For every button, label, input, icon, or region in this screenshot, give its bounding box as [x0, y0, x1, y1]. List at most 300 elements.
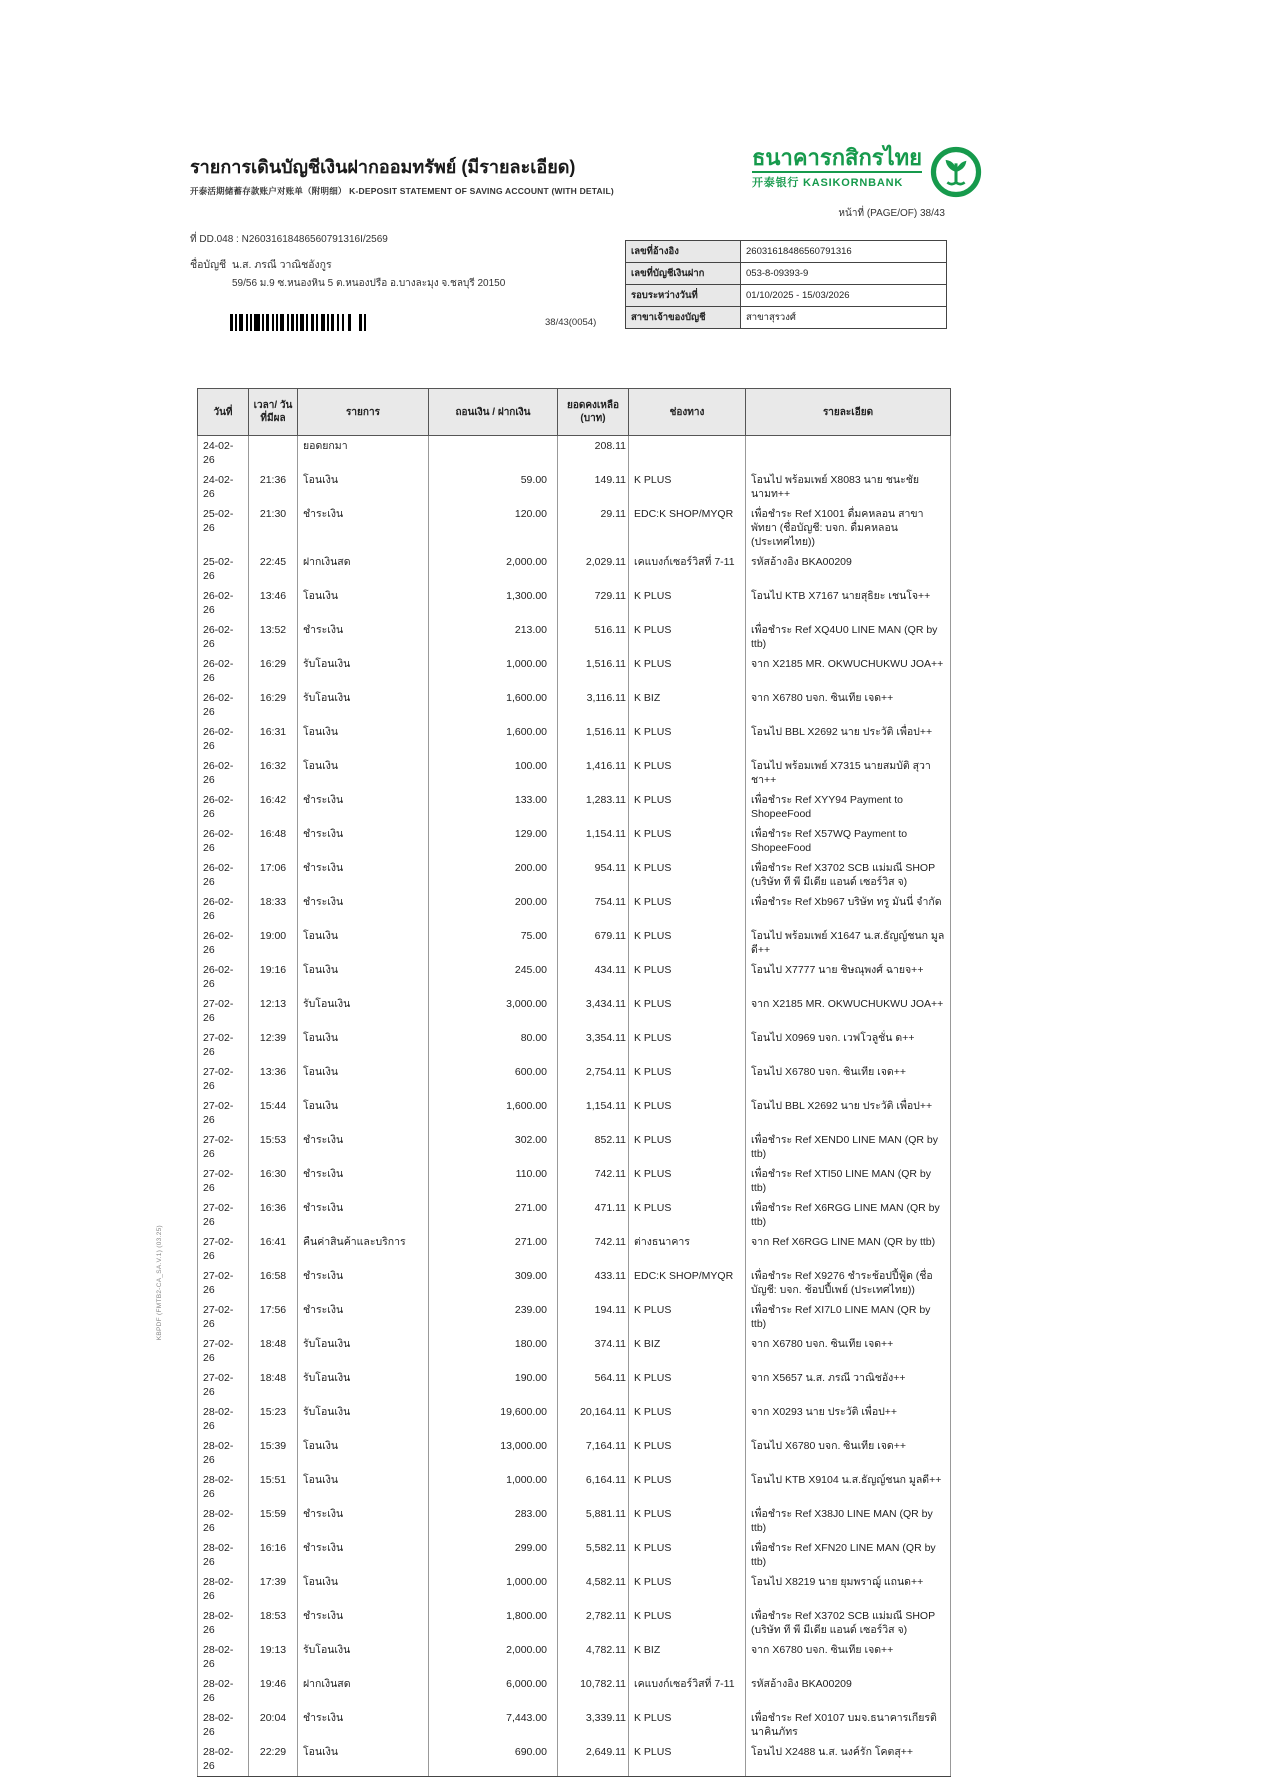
txn-amount: 190.00	[429, 1368, 558, 1402]
txn-channel: K PLUS	[629, 620, 746, 654]
txn-time: 20:04	[249, 1708, 298, 1742]
txn-detail: จาก Ref X6RGG LINE MAN (QR by ttb)	[746, 1232, 951, 1266]
txn-date: 26-02-26	[198, 756, 249, 790]
transaction-row	[198, 1164, 951, 1198]
transaction-row	[198, 1096, 951, 1130]
txn-item: ฝากเงินสด	[298, 552, 429, 586]
txn-time: 19:46	[249, 1674, 298, 1708]
txn-item: โอนเงิน	[298, 756, 429, 790]
txn-item: โอนเงิน	[298, 1062, 429, 1096]
txn-item: โอนเงิน	[298, 1436, 429, 1470]
txn-balance: 7,164.11	[558, 1436, 629, 1470]
txn-balance: 564.11	[558, 1368, 629, 1402]
transaction-row	[198, 824, 951, 858]
txn-item: โอนเงิน	[298, 1028, 429, 1062]
reference-info-table	[625, 240, 947, 329]
txn-time: 19:13	[249, 1640, 298, 1674]
txn-amount: 1,600.00	[429, 688, 558, 722]
txn-detail: จาก X2185 MR. OKWUCHUKWU JOA++	[746, 654, 951, 688]
txn-balance: 1,516.11	[558, 654, 629, 688]
txn-time: 16:41	[249, 1232, 298, 1266]
txn-item: โอนเงิน	[298, 586, 429, 620]
txn-channel: เคแบงก์เซอร์วิสที่ 7-11	[629, 552, 746, 586]
txn-item: โอนเงิน	[298, 1470, 429, 1504]
bank-name-thai: ธนาคารกสิกรไทย	[752, 145, 923, 170]
txn-balance: 1,516.11	[558, 722, 629, 756]
bank-name-english: 开泰银行 KASIKORNBANK	[752, 171, 922, 190]
txn-balance: 2,649.11	[558, 1742, 629, 1777]
txn-date: 27-02-26	[198, 1266, 249, 1300]
txn-date: 27-02-26	[198, 1300, 249, 1334]
txn-detail: เพื่อชำระ Ref X3702 SCB แม่มณี SHOP (บริษัท ที พี มีเดีย แอนด์ เซอร์วิส จ)	[746, 1606, 951, 1640]
txn-date: 25-02-26	[198, 552, 249, 586]
txn-amount: 19,600.00	[429, 1402, 558, 1436]
txn-date: 28-02-26	[198, 1572, 249, 1606]
txn-detail: จาก X6780 บจก. ซินเทีย เจด++	[746, 1334, 951, 1368]
col-header-amount: ถอนเงิน / ฝากเงิน	[429, 389, 558, 436]
txn-amount: 75.00	[429, 926, 558, 960]
txn-amount: 1,800.00	[429, 1606, 558, 1640]
txn-channel: K PLUS	[629, 960, 746, 994]
transaction-row	[198, 1742, 951, 1777]
txn-item: ชำระเงิน	[298, 1606, 429, 1640]
txn-balance: 29.11	[558, 504, 629, 552]
transaction-row	[198, 1198, 951, 1232]
txn-item: โอนเงิน	[298, 1742, 429, 1777]
txn-channel: EDC:K SHOP/MYQR	[629, 504, 746, 552]
transaction-row	[198, 1368, 951, 1402]
info-label: เลขที่อ้างอิง	[626, 241, 741, 263]
txn-date: 26-02-26	[198, 892, 249, 926]
txn-balance: 4,582.11	[558, 1572, 629, 1606]
txn-channel: K PLUS	[629, 1130, 746, 1164]
txn-detail: เพื่อชำระ Ref XFN20 LINE MAN (QR by ttb)	[746, 1538, 951, 1572]
txn-date: 24-02-26	[198, 470, 249, 504]
txn-channel: K PLUS	[629, 586, 746, 620]
txn-channel: K PLUS	[629, 1402, 746, 1436]
txn-item: ชำระเงิน	[298, 504, 429, 552]
txn-amount: 213.00	[429, 620, 558, 654]
txn-detail: จาก X2185 MR. OKWUCHUKWU JOA++	[746, 994, 951, 1028]
txn-item: โอนเงิน	[298, 926, 429, 960]
info-label: รอบระหว่างวันที่	[626, 285, 741, 307]
txn-channel: K PLUS	[629, 994, 746, 1028]
txn-channel: K PLUS	[629, 722, 746, 756]
bank-name-block	[752, 146, 922, 190]
txn-amount: 59.00	[429, 470, 558, 504]
txn-item: คืนค่าสินค้าและบริการ	[298, 1232, 429, 1266]
transaction-row	[198, 1640, 951, 1674]
txn-detail: โอนไป พร้อมเพย์ X8083 นาย ชนะชัย นามท++	[746, 470, 951, 504]
account-name: น.ส. ภรณี วาณิชอังกูร	[232, 259, 332, 271]
col-header-detail: รายละเอียด	[746, 389, 951, 436]
transaction-row	[198, 1266, 951, 1300]
txn-channel: K PLUS	[629, 1606, 746, 1640]
txn-balance: 754.11	[558, 892, 629, 926]
txn-date: 27-02-26	[198, 1062, 249, 1096]
reference-info-row	[626, 241, 947, 263]
txn-item: โอนเงิน	[298, 722, 429, 756]
txn-amount: 299.00	[429, 1538, 558, 1572]
txn-item: ชำระเงิน	[298, 1130, 429, 1164]
txn-date: 28-02-26	[198, 1708, 249, 1742]
txn-channel: K BIZ	[629, 688, 746, 722]
txn-channel: K PLUS	[629, 824, 746, 858]
txn-item: รับโอนเงิน	[298, 994, 429, 1028]
transaction-row	[198, 552, 951, 586]
txn-date: 27-02-26	[198, 994, 249, 1028]
transaction-row	[198, 504, 951, 552]
account-name-label: ชื่อบัญชี	[190, 259, 227, 271]
txn-time: 22:29	[249, 1742, 298, 1777]
txn-time: 15:39	[249, 1436, 298, 1470]
txn-channel: K PLUS	[629, 892, 746, 926]
txn-balance: 4,782.11	[558, 1640, 629, 1674]
txn-amount: 200.00	[429, 892, 558, 926]
txn-amount: 133.00	[429, 790, 558, 824]
info-value: 01/10/2025 - 15/03/2026	[741, 285, 947, 307]
txn-detail: โอนไป BBL X2692 นาย ประวัติ เพื่อป++	[746, 722, 951, 756]
transaction-row	[198, 926, 951, 960]
txn-detail: โอนไป X2488 น.ส. นงค์รัก โคตสุ++	[746, 1742, 951, 1777]
txn-balance: 742.11	[558, 1232, 629, 1266]
txn-detail: โอนไป BBL X2692 นาย ประวัติ เพื่อป++	[746, 1096, 951, 1130]
txn-amount: 7,443.00	[429, 1708, 558, 1742]
txn-detail: เพื่อชำระ Ref X0107 บมจ.ธนาคารเกียรตินาคินภัทร	[746, 1708, 951, 1742]
txn-amount: 271.00	[429, 1232, 558, 1266]
txn-amount: 690.00	[429, 1742, 558, 1777]
transaction-row	[198, 1504, 951, 1538]
transaction-row	[198, 1470, 951, 1504]
txn-detail: เพื่อชำระ Ref X57WQ Payment to ShopeeFood	[746, 824, 951, 858]
txn-detail: เพื่อชำระ Ref XYY94 Payment to ShopeeFood	[746, 790, 951, 824]
txn-detail: เพื่อชำระ Ref X6RGG LINE MAN (QR by ttb)	[746, 1198, 951, 1232]
txn-detail: โอนไป พร้อมเพย์ X1647 น.ส.ธัญญ์ชนก มูลดี++	[746, 926, 951, 960]
txn-amount: 120.00	[429, 504, 558, 552]
txn-balance: 729.11	[558, 586, 629, 620]
txn-time: 21:36	[249, 470, 298, 504]
txn-date: 28-02-26	[198, 1504, 249, 1538]
transaction-row	[198, 1402, 951, 1436]
transaction-row	[198, 1232, 951, 1266]
txn-item: รับโอนเงิน	[298, 1368, 429, 1402]
txn-detail: เพื่อชำระ Ref X1001 ดื่มคหลอน สาขา พัทยา (ชื่อบัญชี: บจก. ดื่มคหลอน (ประเทศไทย))	[746, 504, 951, 552]
txn-channel: K BIZ	[629, 1334, 746, 1368]
txn-item: ชำระเงิน	[298, 1708, 429, 1742]
txn-balance: 208.11	[558, 436, 629, 471]
txn-time: 18:33	[249, 892, 298, 926]
form-version-note: KBPDF (FMTB2-CA_SA.V.1) (03.25)	[156, 1225, 163, 1341]
txn-detail: รหัสอ้างอิง BKA00209	[746, 1674, 951, 1708]
txn-date: 28-02-26	[198, 1640, 249, 1674]
txn-channel: K PLUS	[629, 858, 746, 892]
reference-info-row	[626, 263, 947, 285]
txn-detail: โอนไป X0969 บจก. เวฟโวลูชั่น ด++	[746, 1028, 951, 1062]
txn-amount: 1,000.00	[429, 654, 558, 688]
transaction-row	[198, 470, 951, 504]
info-value: 053-8-09393-9	[741, 263, 947, 285]
txn-item: ชำระเงิน	[298, 1164, 429, 1198]
txn-item: รับโอนเงิน	[298, 688, 429, 722]
txn-time: 17:39	[249, 1572, 298, 1606]
txn-date: 26-02-26	[198, 620, 249, 654]
transactions-header	[198, 389, 951, 436]
txn-balance: 742.11	[558, 1164, 629, 1198]
transaction-row	[198, 654, 951, 688]
col-header-date: วันที่	[198, 389, 249, 436]
txn-item: ชำระเงิน	[298, 1300, 429, 1334]
txn-item: ยอดยกมา	[298, 436, 429, 471]
txn-detail: จาก X6780 บจก. ซินเทีย เจด++	[746, 1640, 951, 1674]
txn-detail: เพื่อชำระ Ref XEND0 LINE MAN (QR by ttb)	[746, 1130, 951, 1164]
txn-balance: 471.11	[558, 1198, 629, 1232]
txn-channel: K PLUS	[629, 1096, 746, 1130]
transaction-row	[198, 1130, 951, 1164]
info-label: สาขาเจ้าของบัญชี	[626, 307, 741, 329]
txn-amount: 239.00	[429, 1300, 558, 1334]
txn-balance: 5,582.11	[558, 1538, 629, 1572]
txn-time: 18:53	[249, 1606, 298, 1640]
txn-date: 28-02-26	[198, 1674, 249, 1708]
barcode-icon	[230, 314, 395, 331]
txn-detail: โอนไป KTB X9104 น.ส.ธัญญ์ชนก มูลดี++	[746, 1470, 951, 1504]
txn-time: 18:48	[249, 1334, 298, 1368]
txn-amount: 245.00	[429, 960, 558, 994]
transaction-row	[198, 1028, 951, 1062]
txn-channel: K PLUS	[629, 1198, 746, 1232]
txn-time: 16:29	[249, 688, 298, 722]
txn-detail: เพื่อชำระ Ref X9276 ชำระช้อปปี้ฟู้ด (ชื่อบัญชี: บจก. ช้อปปี้เพย์ (ประเทศไทย))	[746, 1266, 951, 1300]
txn-balance: 852.11	[558, 1130, 629, 1164]
txn-item: โอนเงิน	[298, 1572, 429, 1606]
txn-amount: 302.00	[429, 1130, 558, 1164]
txn-channel: ต่างธนาคาร	[629, 1232, 746, 1266]
txn-detail: จาก X6780 บจก. ซินเทีย เจด++	[746, 688, 951, 722]
txn-channel: K PLUS	[629, 1470, 746, 1504]
txn-amount: 200.00	[429, 858, 558, 892]
txn-amount: 1,000.00	[429, 1572, 558, 1606]
txn-balance: 194.11	[558, 1300, 629, 1334]
txn-time: 15:53	[249, 1130, 298, 1164]
txn-detail: รหัสอ้างอิง BKA00209	[746, 552, 951, 586]
txn-balance: 1,416.11	[558, 756, 629, 790]
txn-date: 26-02-26	[198, 960, 249, 994]
txn-item: ชำระเงิน	[298, 790, 429, 824]
txn-detail: โอนไป X8219 นาย ยุมพราฌู์ แถนด++	[746, 1572, 951, 1606]
txn-amount: 283.00	[429, 1504, 558, 1538]
txn-item: โอนเงิน	[298, 960, 429, 994]
account-address: 59/56 ม.9 ซ.หนองหิน 5 ต.หนองปรือ อ.บางละมุง จ.ชลบุรี 20150	[232, 278, 506, 289]
txn-amount	[429, 436, 558, 471]
txn-time: 13:46	[249, 586, 298, 620]
txn-amount: 100.00	[429, 756, 558, 790]
txn-channel: K PLUS	[629, 1572, 746, 1606]
txn-amount: 2,000.00	[429, 552, 558, 586]
txn-channel: K PLUS	[629, 1742, 746, 1777]
txn-date: 26-02-26	[198, 654, 249, 688]
transaction-row	[198, 436, 951, 471]
account-name-line	[190, 256, 332, 273]
txn-balance: 433.11	[558, 1266, 629, 1300]
txn-channel: K PLUS	[629, 1504, 746, 1538]
page-title: รายการเดินบัญชีเงินฝากออมทรัพย์ (มีรายละเอียด)	[190, 157, 576, 177]
txn-detail: โอนไป X6780 บจก. ซินเทีย เจด++	[746, 1436, 951, 1470]
txn-time: 16:29	[249, 654, 298, 688]
txn-balance: 1,154.11	[558, 824, 629, 858]
txn-detail: จาก X0293 นาย ประวัติ เพื่อป++	[746, 1402, 951, 1436]
txn-balance: 1,154.11	[558, 1096, 629, 1130]
col-header-balance: ยอดคงเหลือ (บาท)	[558, 389, 629, 436]
txn-date: 27-02-26	[198, 1028, 249, 1062]
txn-channel: K PLUS	[629, 1164, 746, 1198]
txn-channel: K PLUS	[629, 756, 746, 790]
transaction-row	[198, 620, 951, 654]
txn-detail: เพื่อชำระ Ref XI7L0 LINE MAN (QR by ttb)	[746, 1300, 951, 1334]
txn-balance: 2,782.11	[558, 1606, 629, 1640]
txn-balance: 2,029.11	[558, 552, 629, 586]
txn-item: รับโอนเงิน	[298, 1402, 429, 1436]
transaction-row	[198, 892, 951, 926]
col-header-channel: ช่องทาง	[629, 389, 746, 436]
txn-balance: 3,116.11	[558, 688, 629, 722]
txn-time: 13:52	[249, 620, 298, 654]
txn-detail: โอนไป X7777 นาย ชิษณุพงศ์ ฉายจ++	[746, 960, 951, 994]
txn-channel: K PLUS	[629, 1436, 746, 1470]
txn-detail: โอนไป X6780 บจก. ซินเทีย เจด++	[746, 1062, 951, 1096]
txn-detail: เพื่อชำระ Ref XQ4U0 LINE MAN (QR by ttb)	[746, 620, 951, 654]
txn-date: 27-02-26	[198, 1334, 249, 1368]
txn-channel: K PLUS	[629, 470, 746, 504]
txn-amount: 180.00	[429, 1334, 558, 1368]
txn-item: ชำระเงิน	[298, 892, 429, 926]
transaction-row	[198, 688, 951, 722]
txn-detail: จาก X5657 น.ส. ภรณี วาณิชอัง++	[746, 1368, 951, 1402]
txn-time: 18:48	[249, 1368, 298, 1402]
transaction-row	[198, 1606, 951, 1640]
txn-time: 17:56	[249, 1300, 298, 1334]
txn-date: 26-02-26	[198, 824, 249, 858]
transaction-row	[198, 1436, 951, 1470]
txn-balance: 10,782.11	[558, 1674, 629, 1708]
txn-item: ฝากเงินสด	[298, 1674, 429, 1708]
txn-date: 28-02-26	[198, 1606, 249, 1640]
txn-balance: 374.11	[558, 1334, 629, 1368]
info-value: 26031618486560791316	[741, 241, 947, 263]
txn-channel: K BIZ	[629, 1640, 746, 1674]
txn-date: 26-02-26	[198, 926, 249, 960]
txn-date: 27-02-26	[198, 1232, 249, 1266]
txn-amount: 309.00	[429, 1266, 558, 1300]
txn-channel: K PLUS	[629, 926, 746, 960]
txn-amount: 3,000.00	[429, 994, 558, 1028]
txn-item: รับโอนเงิน	[298, 1334, 429, 1368]
transaction-row	[198, 1538, 951, 1572]
transactions-body	[198, 436, 951, 1777]
txn-date: 27-02-26	[198, 1130, 249, 1164]
txn-date: 28-02-26	[198, 1402, 249, 1436]
txn-balance: 5,881.11	[558, 1504, 629, 1538]
transaction-row	[198, 1674, 951, 1708]
txn-balance: 679.11	[558, 926, 629, 960]
info-value: สาขาสุรวงศ์	[741, 307, 947, 329]
txn-detail	[746, 436, 951, 471]
transaction-row	[198, 756, 951, 790]
txn-time	[249, 436, 298, 471]
bank-logo	[752, 146, 982, 198]
reference-info-row	[626, 285, 947, 307]
txn-amount: 6,000.00	[429, 1674, 558, 1708]
reference-info-row	[626, 307, 947, 329]
txn-detail: โอนไป KTB X7167 นายสุธิยะ เชนโจ++	[746, 586, 951, 620]
txn-balance: 2,754.11	[558, 1062, 629, 1096]
txn-balance: 3,354.11	[558, 1028, 629, 1062]
txn-channel: K PLUS	[629, 1062, 746, 1096]
txn-channel: K PLUS	[629, 1538, 746, 1572]
txn-item: ชำระเงิน	[298, 620, 429, 654]
txn-time: 17:06	[249, 858, 298, 892]
txn-detail: โอนไป พร้อมเพย์ X7315 นายสมบัติ สุวาชา++	[746, 756, 951, 790]
txn-channel: K PLUS	[629, 1300, 746, 1334]
txn-time: 16:48	[249, 824, 298, 858]
txn-time: 15:23	[249, 1402, 298, 1436]
txn-detail: เพื่อชำระ Ref X3702 SCB แม่มณี SHOP (บริษัท ที พี มีเดีย แอนด์ เซอร์วิส จ)	[746, 858, 951, 892]
txn-date: 26-02-26	[198, 688, 249, 722]
txn-detail: เพื่อชำระ Ref Xb967 บริษัท ทรู มันนี่ จำกัด	[746, 892, 951, 926]
txn-item: ชำระเงิน	[298, 1504, 429, 1538]
txn-date: 27-02-26	[198, 1198, 249, 1232]
txn-channel: เคแบงก์เซอร์วิสที่ 7-11	[629, 1674, 746, 1708]
transaction-row	[198, 722, 951, 756]
txn-item: ชำระเงิน	[298, 1266, 429, 1300]
col-header-item: รายการ	[298, 389, 429, 436]
txn-balance: 1,283.11	[558, 790, 629, 824]
txn-time: 16:36	[249, 1198, 298, 1232]
transaction-row	[198, 960, 951, 994]
transaction-row	[198, 1300, 951, 1334]
txn-time: 21:30	[249, 504, 298, 552]
txn-date: 27-02-26	[198, 1368, 249, 1402]
reference-info-body	[626, 241, 947, 329]
txn-time: 16:58	[249, 1266, 298, 1300]
txn-time: 16:32	[249, 756, 298, 790]
txn-amount: 1,600.00	[429, 722, 558, 756]
txn-date: 26-02-26	[198, 722, 249, 756]
txn-channel: K PLUS	[629, 1368, 746, 1402]
transactions-table	[197, 388, 951, 1777]
txn-time: 16:42	[249, 790, 298, 824]
txn-amount: 1,000.00	[429, 1470, 558, 1504]
txn-detail: เพื่อชำระ Ref X38J0 LINE MAN (QR by ttb)	[746, 1504, 951, 1538]
transaction-row	[198, 1572, 951, 1606]
txn-amount: 2,000.00	[429, 1640, 558, 1674]
txn-date: 28-02-26	[198, 1470, 249, 1504]
txn-balance: 6,164.11	[558, 1470, 629, 1504]
txn-item: ชำระเงิน	[298, 824, 429, 858]
txn-balance: 20,164.11	[558, 1402, 629, 1436]
txn-channel: EDC:K SHOP/MYQR	[629, 1266, 746, 1300]
txn-time: 15:59	[249, 1504, 298, 1538]
barcode-text: 38/43(0054)	[545, 317, 597, 328]
txn-amount: 271.00	[429, 1198, 558, 1232]
txn-time: 13:36	[249, 1062, 298, 1096]
txn-channel	[629, 436, 746, 471]
txn-time: 12:13	[249, 994, 298, 1028]
txn-time: 16:31	[249, 722, 298, 756]
transaction-row	[198, 1334, 951, 1368]
transactions-header-row	[198, 389, 951, 436]
txn-item: รับโอนเงิน	[298, 654, 429, 688]
txn-date: 27-02-26	[198, 1164, 249, 1198]
